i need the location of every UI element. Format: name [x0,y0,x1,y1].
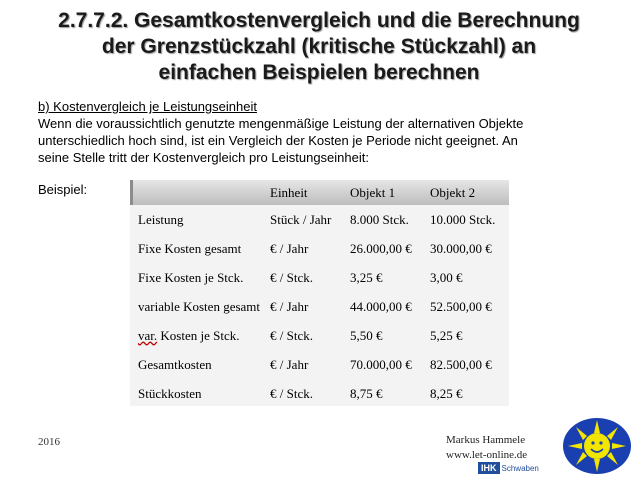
header-cell: Objekt 1 [350,184,396,200]
table-cell: € / Stck. [270,327,313,343]
header-cell: Einheit [270,184,308,200]
sun-face [584,433,610,459]
author-url[interactable]: www.let-online.de [446,449,528,461]
sun-logo-icon [562,417,632,475]
table-row [130,350,509,379]
section-heading: b) Kostenvergleich je Leistungseinheit [38,99,257,114]
table-cell: Fixe Kosten je Stck. [138,269,244,285]
table-cell: € / Stck. [270,269,313,285]
table-cell: Fixe Kosten gesamt [138,240,242,256]
paragraph-line-3: seine Stelle tritt der Kostenvergleich pro Leistungseinheit: [38,150,369,165]
spellcheck-word: var. [138,327,158,343]
footer-author [446,433,527,463]
table-cell: 30.000,00 € [430,240,492,256]
header-cell [130,180,270,205]
table-cell: variable Kosten gesamt [138,298,261,314]
table-cell: Leistung [138,211,184,227]
paragraph-line-2: unterschiedlich hoch sind, ist ein Vergleich der Kosten je Periode nicht geeignet. An [38,133,518,148]
table-header-row [130,180,509,205]
paragraph-line-1: Wenn die voraussichtlich genutzte mengenmäßige Leistung der alternativen Objekte [38,116,524,131]
table-cell: 52.500,00 € [430,298,492,314]
header-cell: Objekt 2 [430,184,476,200]
table-cell: 8,25 € [430,385,463,401]
table-row [130,292,509,321]
table-row [130,379,509,408]
title-line-2: der Grenzstückzahl (kritische Stückzahl) an [101,35,537,58]
table-cell: Gesamtkosten [138,356,212,372]
table-cell: € / Jahr [270,298,309,314]
table-cell: Stück / Jahr [270,211,332,227]
cost-table [130,180,509,406]
table-cell [130,321,270,350]
slide-title [20,8,618,86]
table-cell: € / Jahr [270,356,309,372]
title-line-3: einfachen Beispielen berechnen [158,61,480,84]
title-line-1: 2.7.7.2. Gesamtkostenvergleich und die Berechnung [58,9,580,32]
table-cell: € / Jahr [270,240,309,256]
ihk-mark: IHK [478,462,500,474]
table-cell: 3,25 € [350,269,383,285]
table-row [130,205,509,234]
table-cell: € / Stck. [270,385,313,401]
ihk-subtitle: Schwaben [501,463,539,473]
ihk-logo-icon [478,461,539,475]
body-paragraph [38,115,608,166]
table-cell: 5,25 € [430,327,463,343]
table-cell: 8.000 Stck. [350,211,409,227]
author-name: Markus Hammele [446,434,526,446]
table-cell: 26.000,00 € [350,240,412,256]
table-cell: Stückkosten [138,385,202,401]
table-row [130,263,509,292]
example-label: Beispiel: [38,182,88,197]
table-cell: 8,75 € [350,385,383,401]
table-row [130,321,509,350]
footer-year: 2016 [38,436,60,448]
table-cell: 5,50 € [350,327,383,343]
table-cell: 3,00 € [430,269,463,285]
table-cell: 10.000 Stck. [430,211,496,227]
table-cell-suffix: Kosten je Stck. [157,327,240,343]
table-row [130,234,509,263]
table-cell: 82.500,00 € [430,356,492,372]
table-cell: 70.000,00 € [350,356,412,372]
table-cell: 44.000,00 € [350,298,412,314]
cost-comparison-table [130,180,509,408]
